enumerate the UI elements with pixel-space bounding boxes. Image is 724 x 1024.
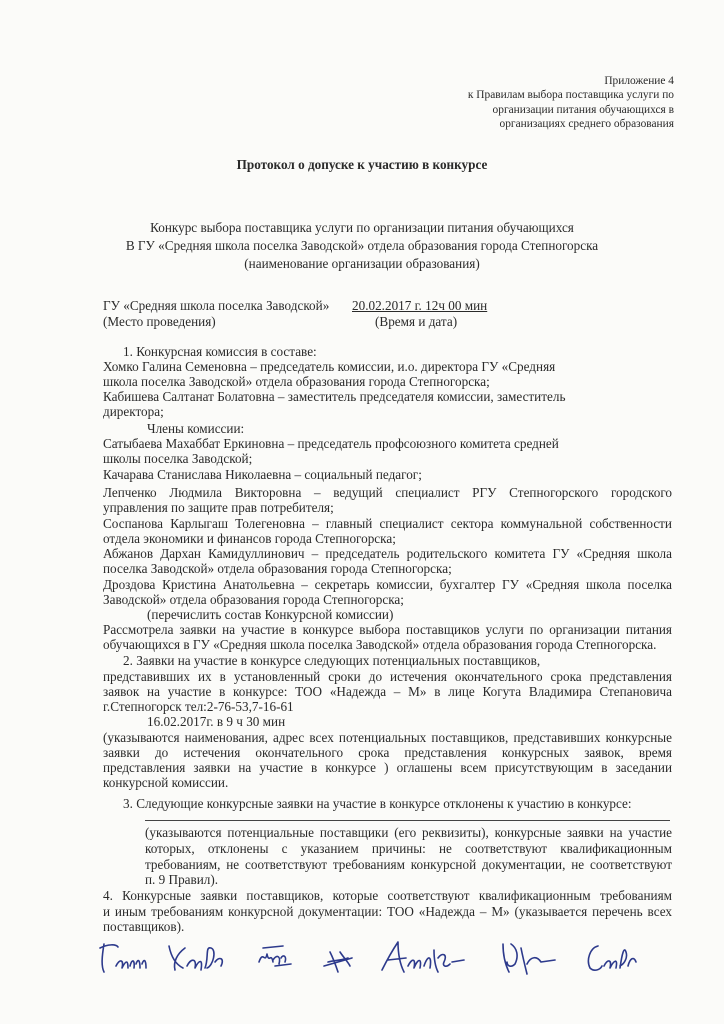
text-line: Лепченко Людмила Викторовна – ведущий специалист РГУ Степногорского городского (103, 485, 672, 500)
appendix-line-2: к Правилам выбора поставщика услуги по (467, 89, 674, 102)
text-line: Абжанов Дархан Камидуллинович – председатель родительского комитета ГУ «Средняя школа (103, 546, 672, 561)
text-line: (указываются потенциальные поставщики (его реквизиты), конкурсные заявки на участие (145, 825, 672, 840)
appendix-line-4: организациях среднего образования (499, 118, 674, 131)
text-line: (указываются наименования, адрес всех потенциальных поставщиков, представивших конкурсные (103, 730, 672, 745)
place-caption: (Место проведения) (103, 314, 216, 329)
section-3-heading: 3. Следующие конкурсные заявки на участие в конкурсе отклонены к участию в конкурсе: (123, 796, 632, 811)
signature-5 (376, 938, 466, 978)
members-heading: Члены комиссии: (147, 421, 245, 436)
datetime-caption: (Время и дата) (375, 314, 458, 329)
section-4-heading: 4. Конкурсные заявки поставщиков, которые соответствуют квалификационным требованиям (103, 888, 672, 903)
text-line: Заводской» отдела образования города Степногорска; (103, 592, 404, 607)
text-line: г.Степногорск тел:2-76-53,7-16-61 (103, 699, 294, 714)
signature-3 (255, 938, 293, 978)
text-line: управления по защите прав потребителя; (103, 500, 334, 515)
datetime-value: 20.02.2017 г. 12ч 00 мин (352, 298, 488, 313)
subject-line-3: (наименование организации образования) (244, 256, 480, 271)
text-line: Хомко Галина Семеновна – председатель комиссии, и.о. директора ГУ «Средняя (103, 359, 556, 374)
text-line: поселка Заводской» отдела образования города Степногорска; (103, 561, 452, 576)
text-line: Дроздова Кристина Анатольевна – секретарь комиссии, бухгалтер ГУ «Средняя школа поселка (103, 577, 672, 592)
text-line: Кабишева Салтанат Болатовна – заместитель председателя комиссии, заместитель (103, 389, 566, 404)
text-line: поставщиков). (103, 919, 185, 934)
signature-4 (318, 938, 358, 978)
text-line: заявки до истечения окончательного срока представления конкурсных заявок, время (103, 745, 672, 760)
text-line: Рассмотрела заявки на участие в конкурсе выбора поставщиков услуги по организации питания (103, 622, 672, 637)
document-title: Протокол о допуске к участию в конкурсе (236, 157, 488, 172)
section-2-heading: 2. Заявки на участие в конкурсе следующих потенциальных поставщиков, (123, 653, 541, 668)
text-line: представивших их в установленный сроки до истечения окончательного срока представления (103, 669, 672, 684)
appendix-line-1: Приложение 4 (604, 75, 674, 87)
text-line: Качарава Станислава Николаевна – социальный педагог; (103, 467, 422, 482)
text-line: школы поселка Заводской; (103, 451, 253, 466)
text-line: директора; (103, 404, 164, 419)
signature-2 (165, 938, 227, 978)
text-line: 16.02.2017г. в 9 ч 30 мин (147, 714, 286, 729)
signature-1 (98, 938, 148, 978)
text-line: которых, отклонены с указанием причины: не соответствуют квалификационным (145, 841, 672, 856)
text-line: конкурсной комиссии. (103, 775, 229, 790)
text-line: отдела экономики и финансов города Степногорска; (103, 531, 396, 546)
subject-line-2: В ГУ «Средняя школа поселка Заводской» отдела образования города Степногорска (125, 238, 599, 253)
text-line: обучающихся в ГУ «Средняя школа поселка Заводской» отдела образования города Степногорска. (103, 637, 657, 652)
text-line: школа поселка Заводской» отдела образования города Степногорска; (103, 374, 490, 389)
text-line: Сатыбаева Махаббат Еркиновна – председатель профсоюзного комитета средней (103, 436, 559, 451)
appendix-note (394, 74, 674, 132)
members-caption: (перечислить состав Конкурсной комиссии) (147, 607, 394, 622)
signature-7 (582, 938, 640, 978)
text-line: и иным требованиям конкурсной документации: ТОО «Надежда – М» (указывается перечень всех (103, 904, 672, 919)
section-1-heading: 1. Конкурсная комиссия в составе: (123, 344, 317, 359)
place-value: ГУ «Средняя школа поселка Заводской» (103, 298, 330, 313)
text-line: требованиям, не соответствуют требованиям конкурсной документации, не соответствуют (145, 857, 672, 872)
signature-6 (497, 938, 557, 978)
text-line: Соспанова Карлыгаш Толегеновна – главный специалист сектора коммунальной собственности (103, 516, 672, 531)
text-line: заявок на участие в конкурсе: ТОО «Надежда – М» в лице Когута Владимира Степановича (103, 684, 672, 699)
subject-line-1: Конкурс выбора поставщика услуги по организации питания обучающихся (150, 220, 574, 235)
blank-line (145, 820, 670, 821)
appendix-line-3: организации питания обучающихся в (492, 103, 674, 116)
text-line: п. 9 Правил). (145, 872, 219, 887)
text-line: представления заявки на участие в конкурсе ) оглашены всем присутствующим в заседании (103, 760, 672, 775)
